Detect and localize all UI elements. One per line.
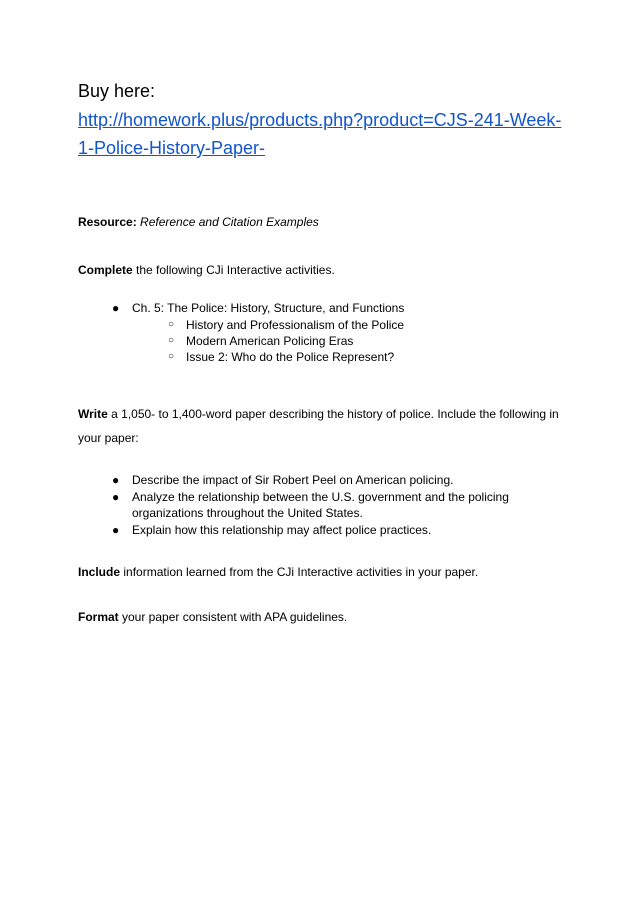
list-item (78, 333, 568, 349)
format-text: your paper consistent with APA guidelines. (118, 610, 348, 624)
list-item (78, 489, 568, 521)
include-text: information learned from the CJi Interactive activities in your paper. (120, 565, 479, 579)
hollow-circle-bullet-icon: ○ (168, 319, 175, 330)
include-label: Include (78, 565, 121, 579)
filled-circle-bullet-icon: ● (112, 301, 120, 315)
activity-sub-text: History and Professionalism of the Police (186, 318, 405, 332)
requirement-text: Explain how this relationship may affect police practices. (132, 523, 432, 537)
hollow-circle-bullet-icon: ○ (168, 351, 175, 362)
list-item (78, 349, 568, 365)
list-item (78, 300, 568, 365)
list-item (78, 522, 568, 538)
requirement-text: Describe the impact of Sir Robert Peel on American policing. (132, 473, 454, 487)
complete-paragraph (78, 262, 568, 278)
complete-text: the following CJi Interactive activities. (132, 263, 335, 277)
write-label: Write (78, 407, 108, 421)
product-link[interactable]: http://homework.plus/products.php?product=CJS-241-Week-1-Police-History-Paper- (78, 110, 562, 158)
filled-circle-bullet-icon: ● (112, 490, 120, 504)
resource-paragraph (78, 214, 568, 230)
activity-main-text: Ch. 5: The Police: History, Structure, and Functions (132, 301, 405, 315)
activities-sub-list (132, 317, 568, 365)
requirement-text: Analyze the relationship between the U.S. government and the policing organizations throughout the United States. (132, 490, 509, 520)
activity-sub-text: Modern American Policing Eras (186, 334, 354, 348)
list-item (78, 317, 568, 333)
list-item (78, 472, 568, 488)
hollow-circle-bullet-icon: ○ (168, 335, 175, 346)
write-text: a 1,050- to 1,400-word paper describing the history of police. Include the following in your paper: (78, 407, 559, 445)
activities-list (78, 300, 568, 365)
activity-sub-text: Issue 2: Who do the Police Represent? (186, 350, 395, 364)
filled-circle-bullet-icon: ● (112, 473, 120, 487)
include-paragraph (78, 564, 568, 580)
filled-circle-bullet-icon: ● (112, 523, 120, 537)
requirements-list (78, 472, 568, 538)
format-label: Format (78, 610, 119, 624)
buy-here-label: Buy here: (78, 81, 156, 101)
write-paragraph (78, 402, 568, 450)
complete-label: Complete (78, 263, 133, 277)
resource-text: Reference and Citation Examples (140, 215, 319, 229)
format-paragraph (78, 609, 568, 625)
resource-label: Resource: (78, 215, 137, 229)
document-content (78, 78, 568, 625)
